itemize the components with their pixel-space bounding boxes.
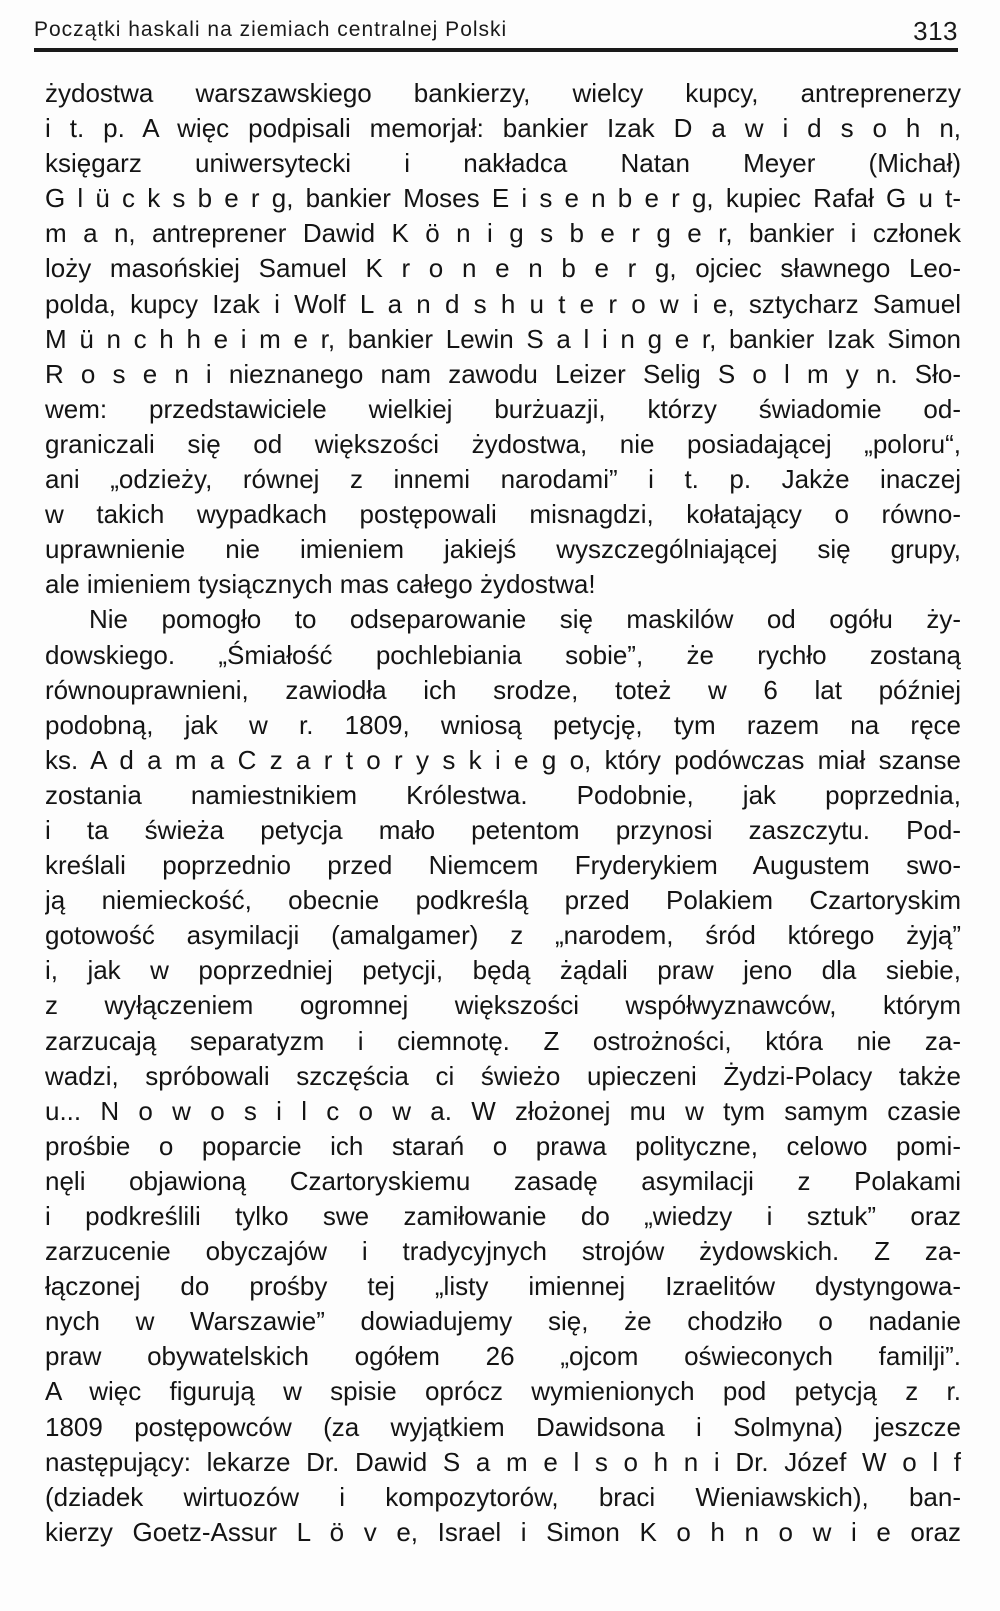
text-line: praw obywatelskich ogółem 26 „ojcom oświeconych familji”. [45, 1341, 961, 1372]
text-line: zarzucają separatyzm i ciemnotę. Z ostrożności, która nie za- [45, 1025, 961, 1056]
text-line: 1809 postępowców (za wyjątkiem Dawidsona i Solmyna) jeszcze [45, 1411, 961, 1442]
text-line: księgarz uniwersytecki i nakładca Natan Meyer (Michał) [45, 148, 961, 179]
text-line: ks. A d a m a C z a r t o r y s k i e g o, który podówczas miał szanse [45, 744, 961, 775]
text-line: graniczali się od większości żydostwa, nie posiadającej „poloru“, [45, 428, 961, 459]
text-line: ale imieniem tysiącznych mas całego żydostwa! [45, 569, 596, 600]
page-header [34, 14, 958, 48]
text-line: i podkreślili tylko swe zamiłowanie do „wiedzy i sztuk” oraz [45, 1201, 961, 1231]
text-line: równouprawnieni, zawiodła ich srodze, toteż w 6 lat później [45, 674, 961, 705]
text-line: kreślali poprzednio przed Niemcem Fryderykiem Augustem swo- [45, 850, 961, 881]
text-line: ani „odzieży, równej z innemi narodami” i t. p. Jakże inaczej [45, 464, 961, 495]
text-line: zarzucenie obyczajów i tradycyjnych strojów żydowskich. Z za- [45, 1236, 961, 1267]
text-line: G l ü c k s b e r g, bankier Moses E i s e n b e r g, kupiec Rafał G u t- [45, 183, 961, 214]
text-line: żydostwa warszawskiego bankierzy, wielcy kupcy, antreprenerzy [45, 78, 961, 108]
text-line: u... N o w o s i l c o w a. W złożonej mu w tym samym czasie [45, 1095, 961, 1126]
text-line: zostania namiestnikiem Królestwa. Podobnie, jak poprzednia, [45, 779, 961, 810]
text-line: prośbie o poparcie ich starań o prawa polityczne, celowo pomi- [45, 1130, 961, 1161]
text-line: i t. p. A więc podpisali memorjał: bankier Izak D a w i d s o h n, [45, 113, 961, 144]
text-line: i ta świeża petycja mało petentom przynosi zaszczytu. Pod- [45, 814, 961, 845]
text-line: następujący: lekarze Dr. Dawid S a m e l s o h n i Dr. Józef W o l f [45, 1446, 961, 1477]
text-line: w takich wypadkach postępowali misnagdzi, kołatający o równo- [45, 499, 961, 530]
text-line: loży masońskiej Samuel K r o n e n b e r g, ojciec sławnego Leo- [45, 253, 961, 284]
text-line: wadzi, spróbowali szczęścia ci świeżo upieczeni Żydzi-Polacy także [45, 1060, 961, 1091]
text-line: M ü n c h h e i m e r, bankier Lewin S a l i n g e r, bankier Izak Simon [45, 323, 961, 354]
text-line: ją niemieckość, obecnie podkreślą przed Polakiem Czartoryskim [45, 885, 961, 916]
text-line: z wyłączeniem ogromnej większości współwyznawców, którym [45, 990, 961, 1021]
text-line: polda, kupcy Izak i Wolf L a n d s h u t e r o w i e, sztycharz Samuel [45, 288, 961, 319]
text-line: i, jak w poprzedniej petycji, będą żądali praw jeno dla siebie, [45, 955, 961, 986]
page-number: 313 [913, 16, 958, 46]
text-line: (dziadek wirtuozów i kompozytorów, braci Wieniawskich), ban- [45, 1481, 961, 1512]
text-line: uprawnienie nie imieniem jakiejś wyszczególniającej się grupy, [45, 534, 961, 565]
text-line: m a n, antreprener Dawid K ö n i g s b e r g e r, bankier i członek [45, 218, 961, 249]
text-line: nych w Warszawie” dowiadujemy się, że chodziło o nadanie [45, 1306, 961, 1337]
text-line: A więc figurują w spisie oprócz wymienionych pod petycją z r. [45, 1376, 961, 1407]
text-line: nęli objawioną Czartoryskiemu zasadę asymilacji z Polakami [45, 1165, 961, 1196]
text-line: łączonej do prośby tej „listy imiennej Izraelitów dystyngowa- [45, 1271, 961, 1302]
text-line: wem: przedstawiciele wielkiej burżuazji, którzy świadomie od- [45, 393, 961, 424]
text-line: podobną, jak w r. 1809, wniosą petycję, tym razem na ręce [45, 709, 961, 740]
text-line: gotowość asymilacji (amalgamer) z „narodem, śród którego żyją” [45, 920, 961, 951]
running-head: Początki haskali na ziemiach centralnej Polski [34, 18, 508, 41]
body-text [45, 76, 961, 1550]
text-line: dowskiego. „Śmiałość pochlebiania sobie”, że rychło zostaną [45, 639, 961, 670]
header-rule [34, 48, 958, 52]
text-line: kierzy Goetz-Assur L ö v e, Israel i Simon K o h n o w i e oraz [45, 1516, 961, 1547]
text-line: Nie pomogło to odseparowanie się maskilów od ogółu ży- [89, 604, 961, 635]
text-line: R o s e n i nieznanego nam zawodu Leizer Selig S o l m y n. Sło- [45, 358, 961, 389]
